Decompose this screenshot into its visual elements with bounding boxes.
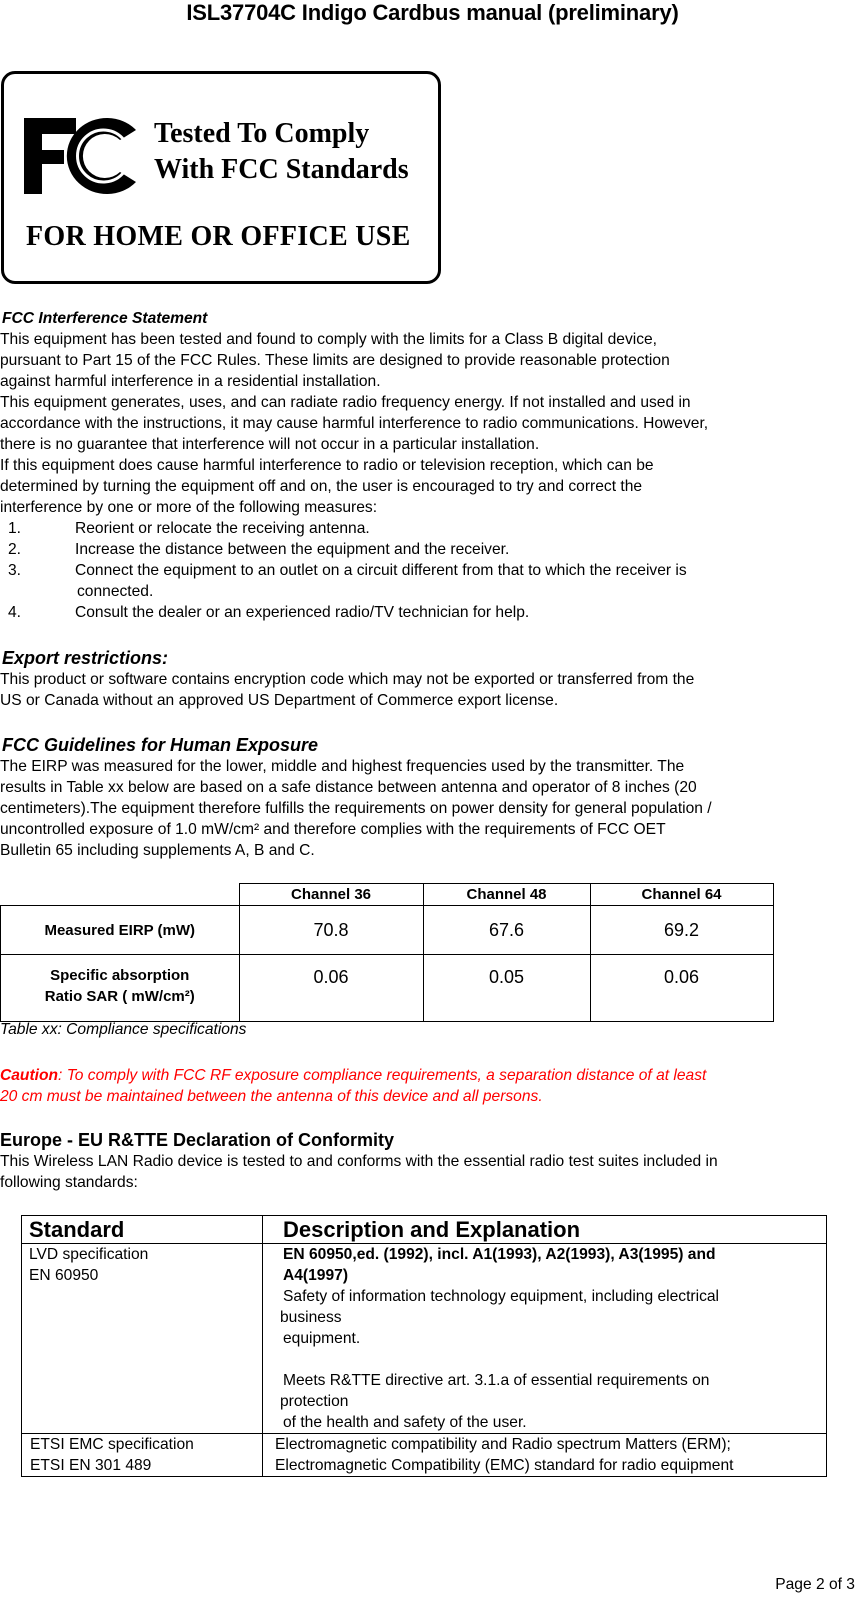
text-line: This product or software contains encryption code which may not be exported or transferred from the [0, 671, 695, 688]
text-line: This equipment generates, uses, and can radiate radio frequency energy. If not installed and used in [0, 394, 691, 411]
text-line: Meets R&TTE directive art. 3.1.a of essential requirements on [283, 1372, 710, 1389]
list-number: 4. [8, 604, 22, 621]
list-text: Reorient or relocate the receiving antenna. [75, 520, 370, 537]
fcc-mark-icon [24, 116, 142, 196]
list-text: Increase the distance between the equipment and the receiver. [75, 541, 510, 558]
text-line: against harmful interference in a residential installation. [0, 373, 381, 390]
europe-heading: Europe - EU R&TTE Declaration of Conformity [0, 1130, 395, 1150]
text-line: US or Canada without an approved US Department of Commerce export license. [0, 692, 559, 709]
page-number: Page 2 of 3 [775, 1576, 855, 1593]
fcc-logo-line1: Tested To Comply [154, 118, 370, 149]
text-line: centimeters).The equipment therefore fulfills the requirements on power density for general population / [0, 800, 712, 817]
fcc-logo-line2: With FCC Standards [154, 154, 409, 185]
standard-cell [22, 1434, 263, 1477]
measures-list [0, 518, 865, 628]
list-text-continued: connected. [77, 583, 154, 600]
caution-label: Caution [0, 1067, 59, 1084]
export-heading: Export restrictions: [2, 648, 169, 668]
list-item [0, 539, 865, 560]
text-line: of the health and safety of the user. [283, 1414, 527, 1431]
text-line: results in Table xx below are based on a safe distance between antenna and operator of 8 inches (20 [0, 779, 697, 796]
caution-line [0, 1065, 706, 1086]
list-number: 3. [8, 562, 22, 579]
interference-heading: FCC Interference Statement [2, 310, 208, 327]
page-title: ISL37704C Indigo Cardbus manual (preliminary) [186, 0, 679, 25]
text-line: LVD specification [29, 1246, 149, 1263]
table-row [22, 1244, 827, 1434]
text-line: Electromagnetic compatibility and Radio spectrum Matters (ERM); [275, 1436, 731, 1453]
row-header-line: Specific absorption [50, 967, 190, 984]
europe-paragraph [0, 1151, 718, 1193]
text-line: uncontrolled exposure of 1.0 mW/cm² and therefore complies with the requirements of FCC OET [0, 821, 666, 838]
text-line: EN 60950,ed. (1992), incl. A1(1993), A2(1993), A3(1995) and [283, 1246, 716, 1263]
text-line: there is no guarantee that interference will not occur in a particular installation. [0, 436, 540, 453]
description-cell [263, 1244, 827, 1434]
table-corner-cell [1, 884, 240, 906]
text-line: interference by one or more of the following measures: [0, 499, 378, 516]
list-item [0, 560, 865, 602]
text-line: Safety of information technology equipment, including electrical [283, 1288, 720, 1305]
interference-paragraph [0, 329, 708, 518]
column-header: Channel 64 [590, 884, 773, 906]
column-header: Description and Explanation [263, 1216, 827, 1244]
row-header: Measured EIRP (mW) [1, 906, 240, 955]
caution-notice [0, 1065, 706, 1107]
table-cell: 0.06 [590, 955, 773, 1022]
fcc-compliance-logo [1, 71, 441, 284]
table-header-row [1, 884, 774, 906]
standard-cell [22, 1244, 263, 1434]
text-line: This equipment has been tested and found to comply with the limits for a Class B digital device, [0, 331, 658, 348]
text-line: equipment. [283, 1330, 361, 1347]
list-item [0, 518, 865, 539]
table-cell: 0.06 [239, 955, 423, 1022]
text-line: The EIRP was measured for the lower, middle and highest frequencies used by the transmitter. The [0, 758, 685, 775]
fcc-logo-line3: FOR HOME OR OFFICE USE [26, 221, 411, 252]
export-paragraph [0, 669, 694, 711]
caution-line: 20 cm must be maintained between the antenna of this device and all persons. [0, 1088, 543, 1105]
description-cell [263, 1434, 827, 1477]
table-row [22, 1434, 827, 1477]
table-cell: 67.6 [423, 906, 590, 955]
table-cell: 70.8 [239, 906, 423, 955]
column-header: Channel 48 [423, 884, 590, 906]
list-number: 1. [8, 520, 22, 537]
table-header-row [22, 1216, 827, 1244]
compliance-table [0, 883, 774, 1022]
table-cell: 0.05 [423, 955, 590, 1022]
text-line: ETSI EMC specification [30, 1436, 194, 1453]
row-header [1, 955, 240, 1022]
text-line: determined by turning the equipment off and on, the user is encouraged to try and correct the [0, 478, 643, 495]
text-line: This Wireless LAN Radio device is tested to and conforms with the essential radio test suites included in [0, 1153, 718, 1170]
text-line: A4(1997) [283, 1267, 349, 1284]
list-text: Consult the dealer or an experienced radio/TV technician for help. [75, 604, 530, 621]
column-header: Channel 36 [239, 884, 423, 906]
text-line: protection [280, 1393, 349, 1410]
text-line: Bulletin 65 including supplements A, B and C. [0, 842, 315, 859]
text-line: EN 60950 [29, 1267, 99, 1284]
list-item [0, 602, 865, 623]
caution-text: : To comply with FCC RF exposure compliance requirements, a separation distance of at least [58, 1067, 707, 1084]
table-caption: Table xx: Compliance specifications [0, 1021, 247, 1038]
text-line: business [280, 1309, 342, 1326]
text-line: If this equipment does cause harmful interference to radio or television reception, which can be [0, 457, 654, 474]
text-line: accordance with the instructions, it may cause harmful interference to radio communications. However, [0, 415, 709, 432]
text-line: following standards: [0, 1174, 138, 1191]
text-line: pursuant to Part 15 of the FCC Rules. These limits are designed to provide reasonable protection [0, 352, 670, 369]
text-line: ETSI EN 301 489 [30, 1457, 152, 1474]
exposure-paragraph [0, 756, 712, 861]
table-cell: 69.2 [590, 906, 773, 955]
list-text: Connect the equipment to an outlet on a circuit different from that to which the receiver is [75, 562, 687, 579]
table-row [1, 955, 774, 1022]
standards-table [21, 1215, 827, 1477]
table-row [1, 906, 774, 955]
text-line: Electromagnetic Compatibility (EMC) standard for radio equipment [275, 1457, 734, 1474]
list-number: 2. [8, 541, 22, 558]
exposure-heading: FCC Guidelines for Human Exposure [2, 735, 319, 755]
blank-line [283, 1349, 826, 1370]
row-header-line: Ratio SAR ( mW/cm²) [44, 988, 195, 1005]
column-header: Standard [22, 1216, 263, 1244]
